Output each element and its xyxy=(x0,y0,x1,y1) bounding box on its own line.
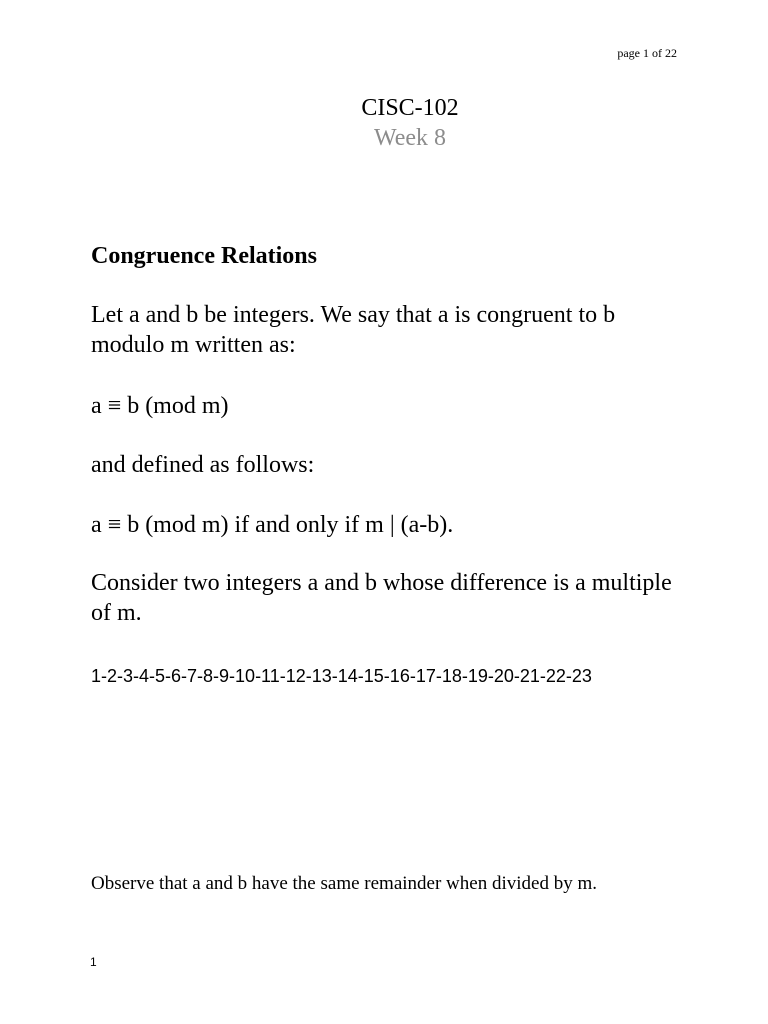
page-number: page 1 of 22 xyxy=(617,46,677,60)
congruence-definition: a ≡ b (mod m) if and only if m | (a-b). xyxy=(91,512,454,538)
consider-paragraph: Consider two integers a and b whose difference is a multiple of m. xyxy=(91,570,672,626)
footer-page-marker: 1 xyxy=(90,955,97,969)
document-header xyxy=(0,93,768,153)
section-title: Congruence Relations xyxy=(91,243,317,269)
number-sequence: 1-2-3-4-5-6-7-8-9-10-11-12-13-14-15-16-17-18-19-20-21-22-23 xyxy=(91,666,592,686)
week-label: Week 8 xyxy=(373,125,447,151)
congruence-notation: a ≡ b (mod m) xyxy=(91,393,229,419)
course-title: CISC-102 xyxy=(361,95,459,121)
definition-paragraph: Let a and b be integers. We say that a is congruent to b modulo m written as: xyxy=(91,302,616,358)
definition-intro: and defined as follows: xyxy=(91,452,315,478)
observation-text: Observe that a and b have the same remainder when divided by m. xyxy=(91,873,597,894)
